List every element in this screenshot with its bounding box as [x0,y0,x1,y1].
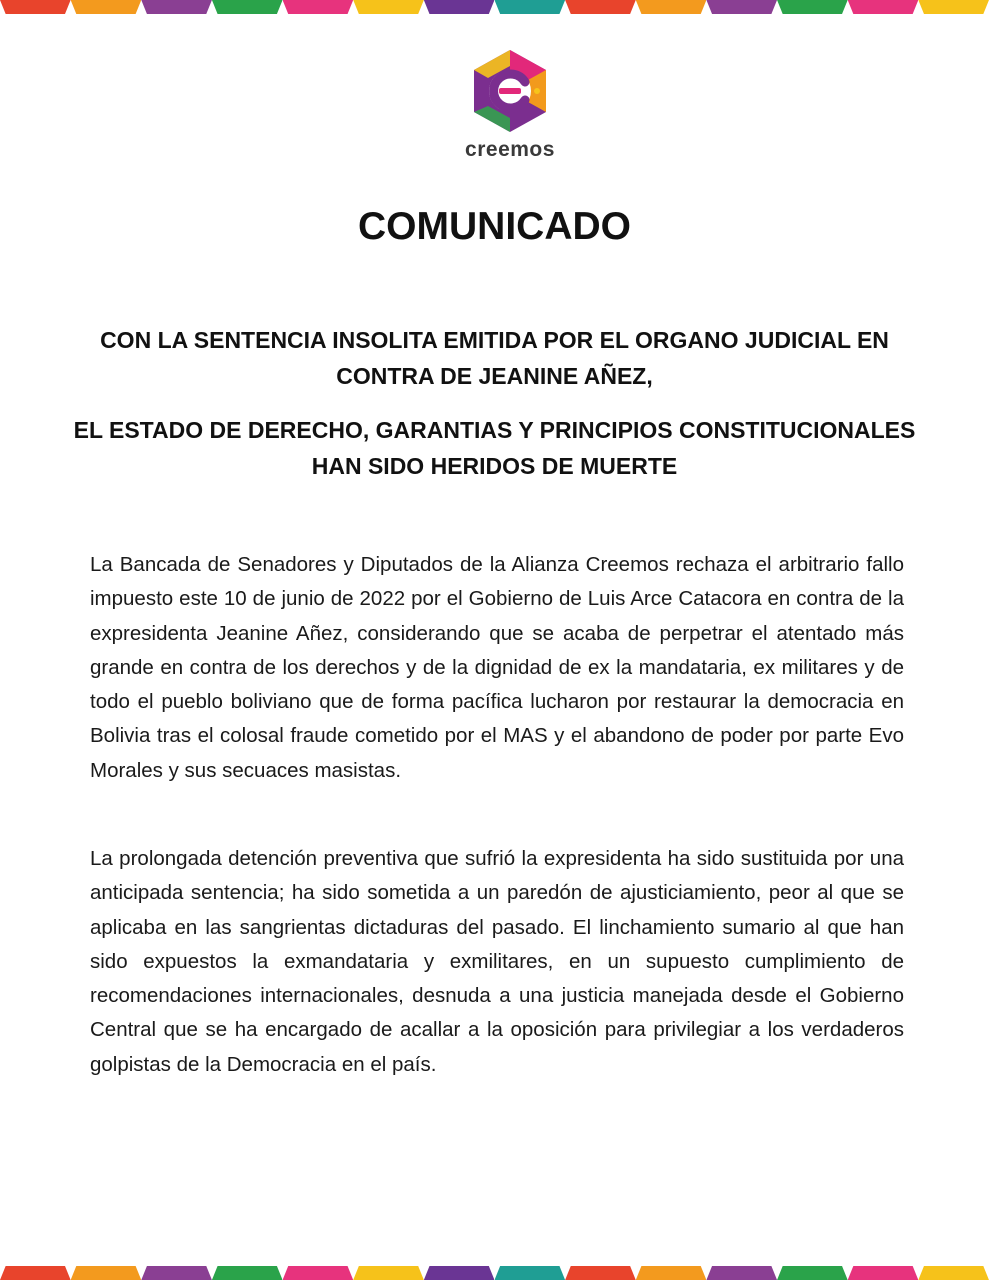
stripe-segment [0,0,71,14]
logo-wordmark: creemos [465,138,555,161]
stripe-segment [353,1266,424,1280]
stripe-segment [706,1266,777,1280]
stripe-segment [706,0,777,14]
headline-second: EL ESTADO DE DERECHO, GARANTIAS Y PRINCIPIOS CONSTITUCIONALES HAN SIDO HERIDOS DE MUERTE [73,417,916,479]
creemos-logo [455,46,565,166]
stripe-segment [565,0,636,14]
stripe-segment [71,0,142,14]
document-title: COMUNICADO [358,205,631,248]
stripe-segment [212,1266,283,1280]
creemos-logo-icon [455,46,565,138]
stripe-segment [283,1266,354,1280]
stripe-segment [424,1266,495,1280]
stripe-segment [848,1266,919,1280]
stripe-segment [777,0,848,14]
body-paragraph-2: La prolongada detención preventiva que sufrió la expresidenta ha sido sustituida por una anticipada sentencia; ha sido sometida a un paredón de ajusticiamiento, peor al que se aplicaba en las sangrientas dictaduras del pasado. El linchamiento sumario al que han sido expuestos la exmandataria y exmilitares, en un supuesto cumplimiento de recomendaciones internacionales, desnuda a una justicia manejada desde el Gobierno Central que se ha encargado de acallar a la oposición para privilegiar a los verdaderos golpistas de la Democracia en el país. [90,847,904,1076]
bottom-color-stripe [0,1266,989,1280]
stripe-segment [141,0,212,14]
stripe-segment [0,1266,71,1280]
stripe-segment [141,1266,212,1280]
stripe-segment [494,0,565,14]
top-color-stripe [0,0,989,14]
stripe-segment [424,0,495,14]
stripe-segment [848,0,919,14]
headline-first: CON LA SENTENCIA INSOLITA EMITIDA POR EL ORGANO JUDICIAL EN CONTRA DE JEANINE AÑEZ, [100,327,889,389]
stripe-segment [565,1266,636,1280]
stripe-segment [636,0,707,14]
stripe-segment [353,0,424,14]
stripe-segment [71,1266,142,1280]
stripe-segment [636,1266,707,1280]
stripe-segment [283,0,354,14]
stripe-segment [918,1266,989,1280]
body-paragraph-1: La Bancada de Senadores y Diputados de la Alianza Creemos rechaza el arbitrario fallo impuesto este 10 de junio de 2022 por el Gobierno de Luis Arce Catacora en contra de la expresidenta Jeanine Añez, considerando que se acaba de perpetrar el atentado más grande en contra de los derechos y de la dignidad de ex la mandataria, ex militares y de todo el pueblo boliviano que de forma pacífica lucharon por restaurar la democracia en Bolivia tras el colosal fraude cometido por el MAS y el abandono de poder por parte Evo Morales y sus secuaces masistas. [90,553,904,782]
stripe-segment [777,1266,848,1280]
stripe-segment [918,0,989,14]
stripe-segment [494,1266,565,1280]
stripe-segment [212,0,283,14]
